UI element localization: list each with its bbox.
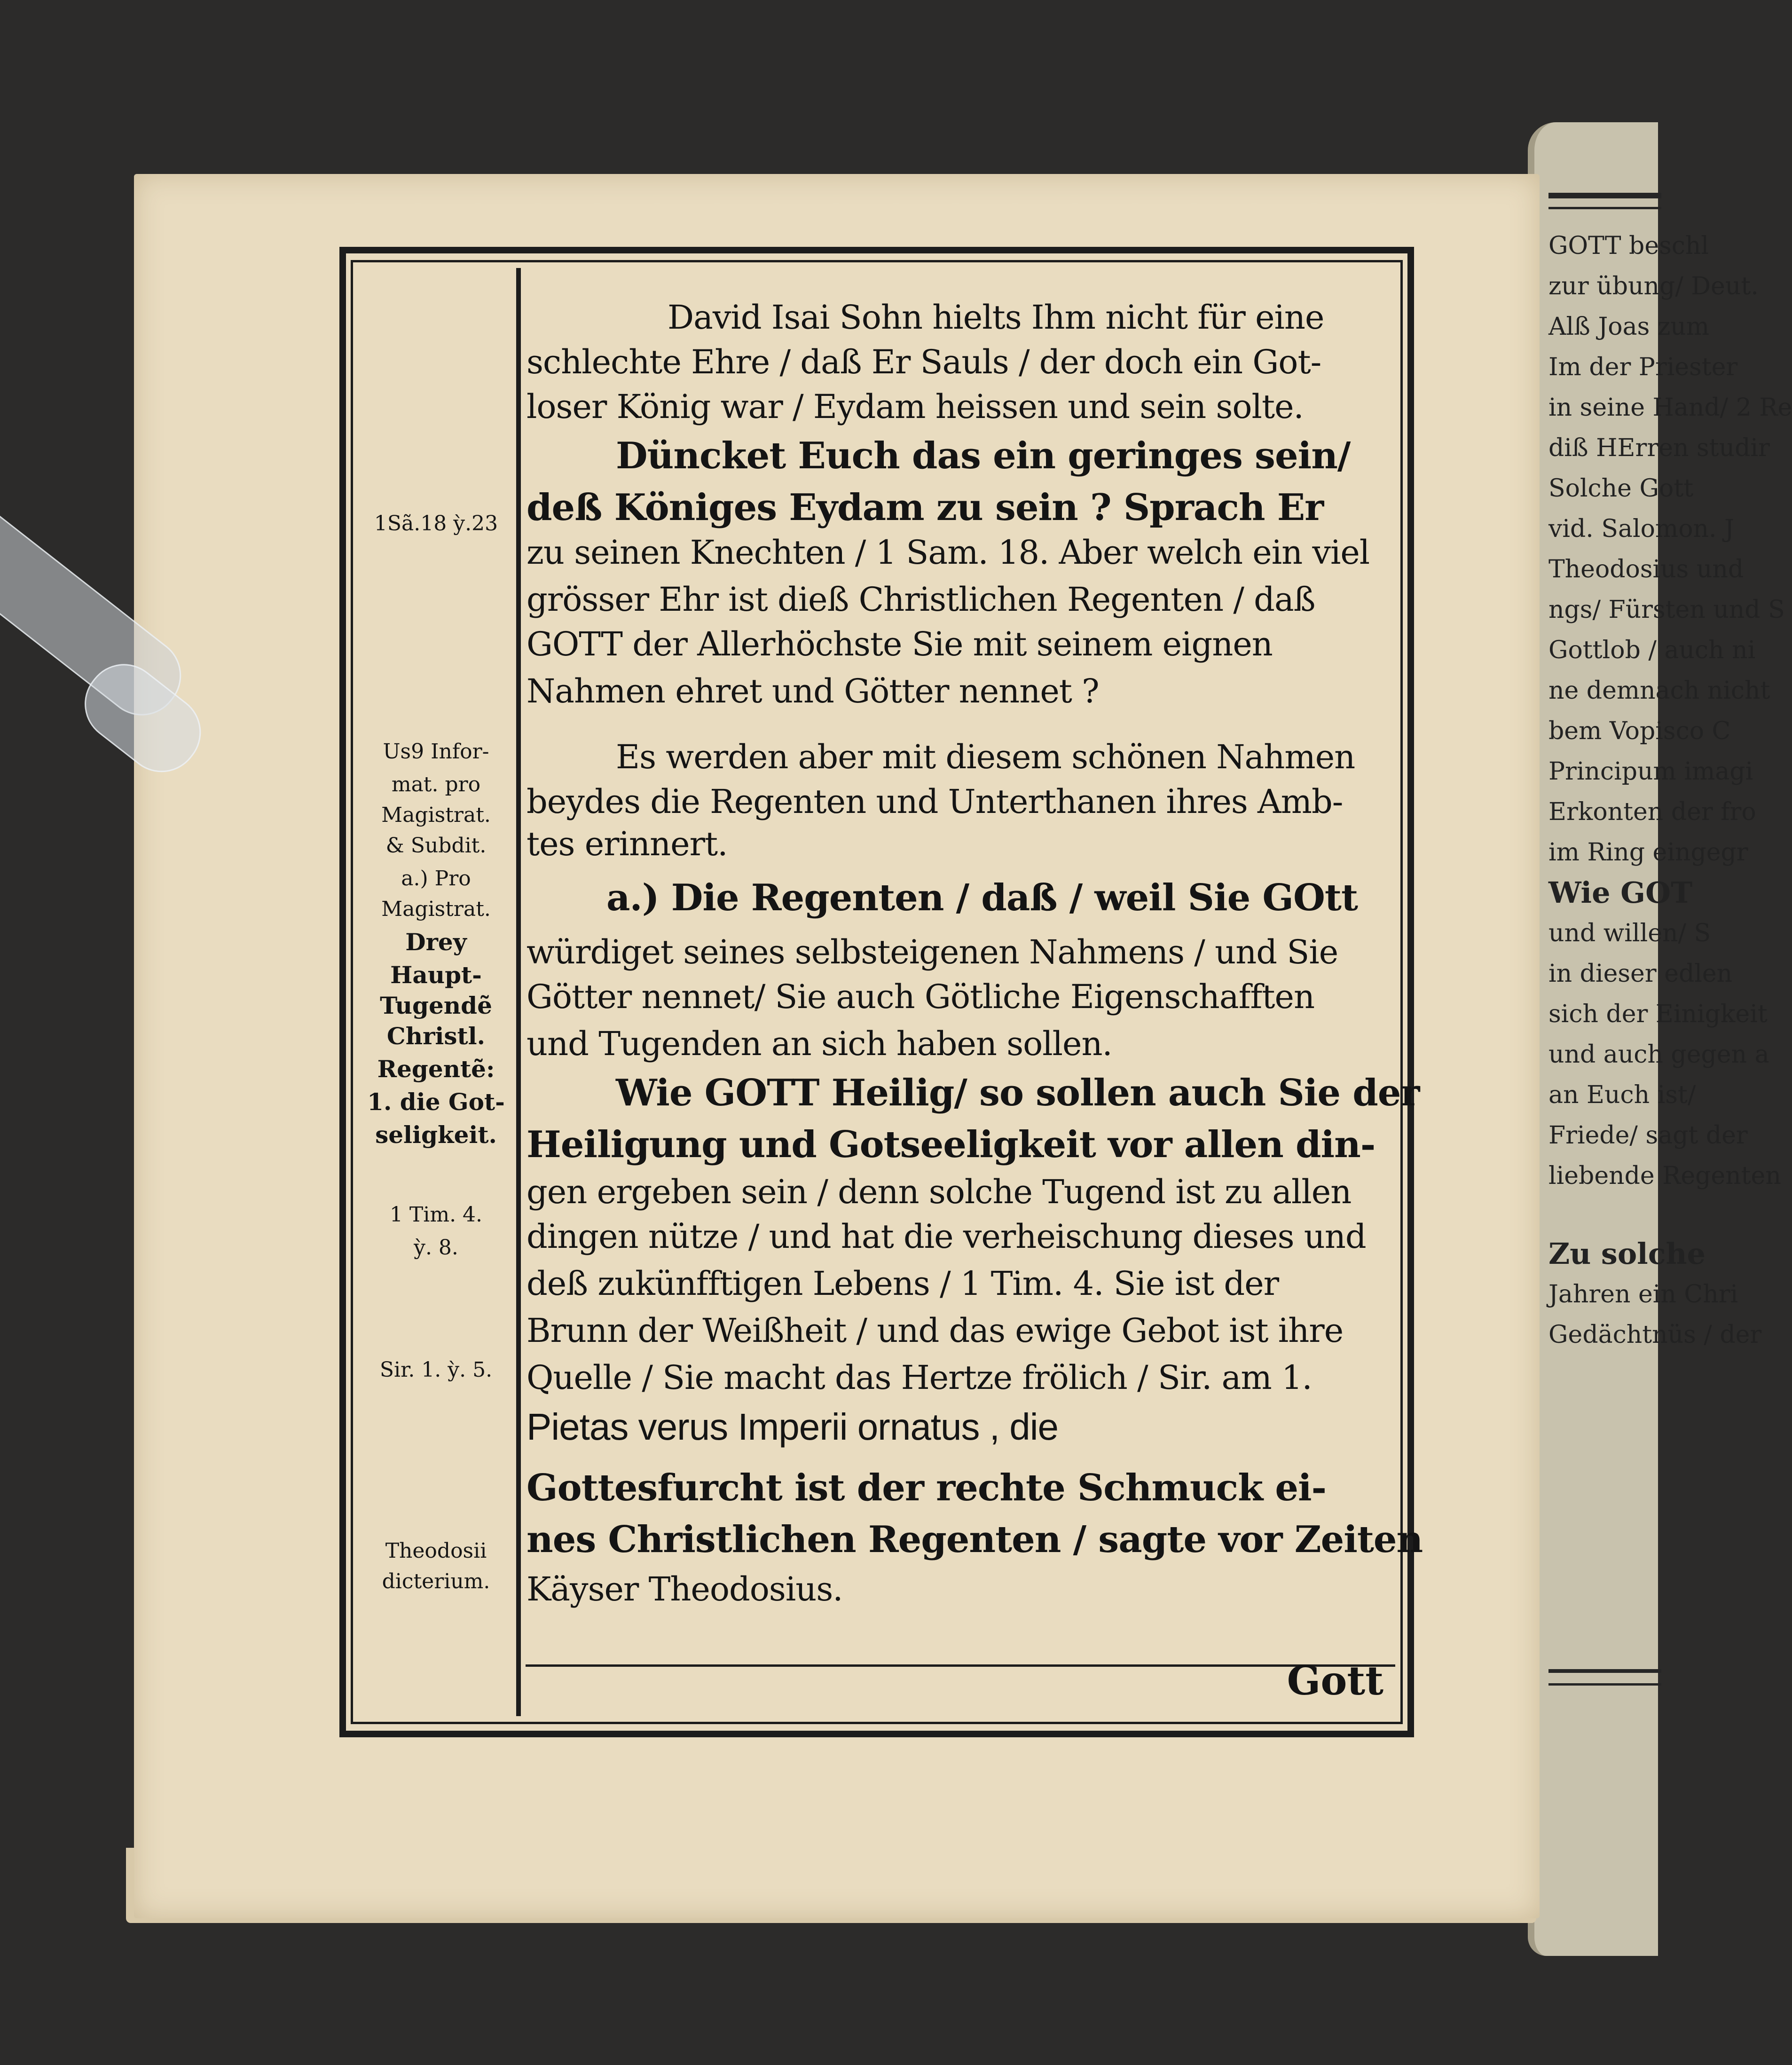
margin-note: mat. pro [391, 772, 481, 796]
margin-note: 1 Tim. 4. [389, 1203, 483, 1227]
text-line: Düncket Euch das ein geringes sein/ [616, 434, 1351, 477]
facing-text-line: diß HErren studir [1548, 434, 1770, 462]
facing-text-line: liebende Regenten [1548, 1162, 1781, 1190]
margin-note: Magistrat. [381, 897, 491, 921]
margin-note: 1. die Got- [367, 1088, 505, 1116]
text-line: GOTT der Allerhöchste Sie mit seinem eignen [527, 625, 1273, 663]
text-line: Götter nennet/ Sie auch Götliche Eigenschafften [527, 977, 1315, 1016]
facing-text-line: bem Vopisco C [1548, 717, 1731, 745]
text-line: Gottesfurcht ist der rechte Schmuck ei- [527, 1466, 1326, 1509]
text-line: grösser Ehr ist dieß Christlichen Regenten / daß [527, 580, 1315, 619]
margin-note: Haupt- [390, 961, 482, 989]
facing-page [1528, 122, 1792, 1956]
text-line: Brunn der Weißheit / und das ewige Gebot ist ihre [527, 1311, 1344, 1350]
margin-column-rule [516, 268, 521, 1716]
text-line: gen ergeben sein / denn solche Tugend ist zu allen [527, 1173, 1352, 1211]
facing-text-line: Gedächtnüs / der [1548, 1321, 1762, 1349]
facing-text-line: zur übung/ Deut. [1548, 272, 1759, 300]
margin-note: Drey [405, 928, 467, 956]
text-line: a.) Die Regenten / daß / weil Sie GOtt [606, 876, 1358, 919]
text-line: Quelle / Sie macht das Hertze frölich / Sir. am 1. [527, 1358, 1312, 1397]
facing-text-line: in seine Hand/ 2 Re [1548, 394, 1792, 422]
text-line: zu seinen Knechten / 1 Sam. 18. Aber welch ein viel [527, 533, 1370, 572]
facing-text-line: und willen/ S [1548, 919, 1711, 947]
margin-note: 1Sã.18 ỳ.23 [374, 512, 498, 536]
margin-note: Theodosii [385, 1539, 487, 1563]
facing-text-line: Principum imagi [1548, 757, 1753, 786]
facing-text-line: GOTT beschl [1548, 232, 1709, 260]
facing-top-rule-thin [1548, 207, 1661, 209]
catchword: Gott [1287, 1657, 1383, 1704]
margin-note: Magistrat. [381, 803, 491, 827]
footer-rule [526, 1664, 1395, 1667]
text-line: loser König war / Eydam heissen und sein solte. [527, 387, 1304, 426]
text-line: deß Königes Eydam zu sein ? Sprach Er [527, 486, 1324, 529]
facing-text-line: ne demnach nicht [1548, 677, 1770, 705]
text-line: tes erinnert. [527, 825, 728, 863]
facing-text-line: an Euch ist/ [1548, 1081, 1696, 1109]
facing-text-line: Im der Priester [1548, 353, 1738, 381]
text-line: Pietas verus Imperii ornatus , die [527, 1406, 1058, 1448]
facing-top-rule [1548, 193, 1661, 198]
margin-note: Us9 Infor- [383, 740, 489, 764]
facing-text-line: Jahren ein Chri [1548, 1280, 1738, 1308]
margin-note: Tugendẽ [380, 992, 492, 1019]
facing-text-line: im Ring eingegr [1548, 838, 1748, 867]
margin-note: Christl. [386, 1022, 486, 1050]
text-line: deß zukünfftigen Lebens / 1 Tim. 4. Sie ist der [527, 1264, 1279, 1303]
facing-text-line: Zu solche [1548, 1237, 1706, 1271]
text-line: und Tugenden an sich haben sollen. [527, 1025, 1112, 1063]
text-line: beydes die Regenten und Unterthanen ihres Amb- [527, 782, 1343, 821]
margin-note: seligkeit. [375, 1121, 497, 1149]
text-line: Wie GOTT Heilig/ so sollen auch Sie der [616, 1072, 1420, 1114]
text-line: David Isai Sohn hielts Ihm nicht für eine [668, 298, 1324, 337]
facing-text-line: Theodosius und [1548, 555, 1744, 583]
facing-bottom-rule [1548, 1669, 1661, 1673]
facing-text-line: Solche Gott [1548, 474, 1694, 503]
facing-text-line: Alß Joas zum [1548, 313, 1710, 341]
text-line: nes Christlichen Regenten / sagte vor Zeiten [527, 1518, 1423, 1561]
facing-page-text [1548, 226, 1792, 1355]
facing-bottom-rule-thin [1548, 1683, 1661, 1686]
margin-note: Regentẽ: [377, 1055, 495, 1083]
margin-note: ỳ. 8. [414, 1236, 458, 1260]
text-line: Nahmen ehret und Götter nennet ? [527, 672, 1099, 710]
margin-note: Sir. 1. ỳ. 5. [379, 1358, 493, 1382]
text-line: dingen nütze / und hat die verheischung dieses und [527, 1217, 1366, 1256]
text-line: würdiget seines selbsteigenen Nahmens / und Sie [527, 933, 1338, 971]
facing-text-line: in dieser edlen [1548, 960, 1733, 988]
facing-text-line: Friede/ sagt der [1548, 1121, 1748, 1150]
facing-text-line: vid. Salomon. J [1548, 515, 1734, 543]
margin-note: a.) Pro [401, 867, 471, 891]
facing-text-line: Gottlob / auch ni [1548, 636, 1756, 664]
facing-text-line: und auch gegen a [1548, 1040, 1769, 1069]
facing-text-line: sich der Einigkeit [1548, 1000, 1768, 1028]
text-line: Käyser Theodosius. [527, 1570, 843, 1608]
text-line: schlechte Ehre / daß Er Sauls / der doch ein Got- [527, 343, 1321, 381]
text-line: Heiligung und Gotseeligkeit vor allen din- [527, 1123, 1375, 1166]
facing-text-line: Erkonten der fro [1548, 798, 1756, 826]
text-line: Es werden aber mit diesem schönen Nahmen [616, 738, 1355, 776]
margin-note: & Subdit. [385, 834, 487, 858]
facing-text-line: ngs/ Fürsten und S [1548, 596, 1785, 624]
margin-notes [357, 0, 515, 1693]
facing-text-line: Wie GOT [1548, 875, 1693, 910]
margin-note: dicterium. [382, 1569, 490, 1593]
